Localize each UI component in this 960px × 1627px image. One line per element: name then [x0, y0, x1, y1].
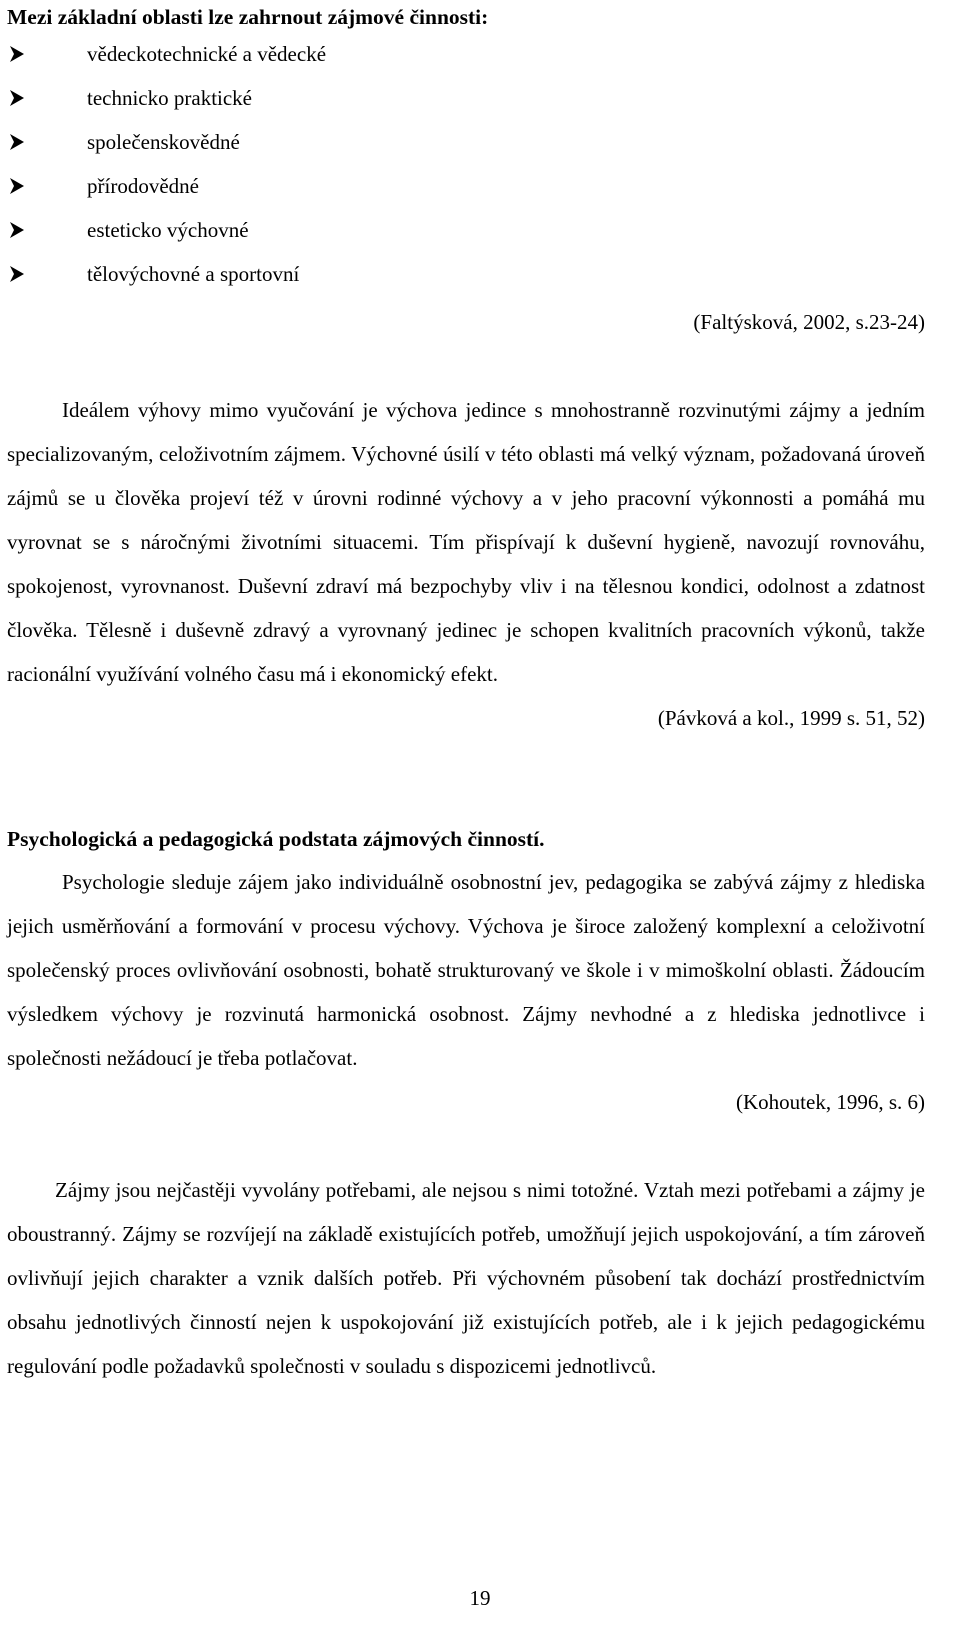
citation-kohoutek: (Kohoutek, 1996, s. 6) [736, 1090, 925, 1114]
arrowhead-bullet-icon [7, 132, 27, 152]
list-item-label: tělovýchovné a sportovní [87, 262, 300, 286]
list-item [7, 208, 925, 252]
arrowhead-bullet-icon [7, 44, 27, 64]
list-item [7, 252, 925, 296]
arrowhead-bullet-icon [7, 176, 27, 196]
arrowhead-bullet-icon [7, 264, 27, 284]
arrowhead-bullet-icon [7, 88, 27, 108]
document-page [7, 0, 925, 1388]
page-number: 19 [469, 1586, 491, 1610]
section-heading-activities: Mezi základní oblasti lze zahrnout zájmové činnosti: [7, 5, 489, 29]
list-item [7, 164, 925, 208]
citation-faltyskova: (Faltýsková, 2002, s.23-24) [693, 310, 925, 334]
paragraph-needs: Zájmy jsou nejčastěji vyvolány potřebami, ale nejsou s nimi totožné. Vztah mezi potřebami a zájmy je oboustranný. Zájmy se rozvíjejí na základě existujících potřeb, umožňují jejich uspokojování, a tím zároveň ovlivňují jejich charakter a vznik dalších potřeb. Při výchovném působení tak dochází prostřednictvím obsahu jednotlivých činností nejen k uspokojování již existujících potřeb, ale i k jejich pedagogickému regulování podle požadavků společnosti v souladu s dispozicemi jednotlivců. [7, 1178, 925, 1378]
list-item-label: esteticko výchovné [87, 218, 249, 242]
paragraph-ideal-education: Ideálem výhovy mimo vyučování je výchova jedince s mnohostranně rozvinutými zájmy a jedním specializovaným, celoživotním zájmem. Výchovné úsilí v této oblasti má velký význam, požadovaná úroveň zájmů se u člověka projeví též v úrovni rodinné výchovy a v jeho pracovní výkonnosti a pomáhá mu vyrovnat se s náročnými životními situacemi. Tím přispívají k duševní hygieně, navozují rovnováhu, spokojenost, vyrovnanost. Duševní zdraví má bezpochyby vliv i na tělesnou kondici, odolnost a zdatnost člověka. Tělesně i duševně zdravý a vyrovnaný jedinec je schopen kvalitních pracovních výkonů, takže racionální využívání volného času má i ekonomický efekt. [7, 398, 925, 686]
list-item [7, 76, 925, 120]
section-heading-psychology: Psychologická a pedagogická podstata zájmových činností. [7, 827, 545, 851]
list-item-label: společenskovědné [87, 130, 240, 154]
citation-pavkova: (Pávková a kol., 1999 s. 51, 52) [657, 706, 925, 730]
list-item [7, 32, 925, 76]
arrowhead-bullet-icon [7, 220, 27, 240]
list-item-label: technicko praktické [87, 86, 253, 110]
activity-list [7, 32, 925, 296]
list-item-label: vědeckotechnické a vědecké [87, 42, 327, 66]
list-item [7, 120, 925, 164]
paragraph-psychology: Psychologie sleduje zájem jako individuálně osobnostní jev, pedagogika se zabývá zájmy z hlediska jejich usměrňování a formování v procesu výchovy. Výchova je široce založený komplexní a celoživotní společenský proces ovlivňování osobnosti, bohatě strukturovaný ve škole i v mimoškolní oblasti. Žádoucím výsledkem výchovy je rozvinutá harmonická osobnost. Zájmy nevhodné a z hlediska jednotlivce i společnosti nežádoucí je třeba potlačovat. [7, 870, 925, 1070]
list-item-label: přírodovědné [87, 174, 199, 198]
